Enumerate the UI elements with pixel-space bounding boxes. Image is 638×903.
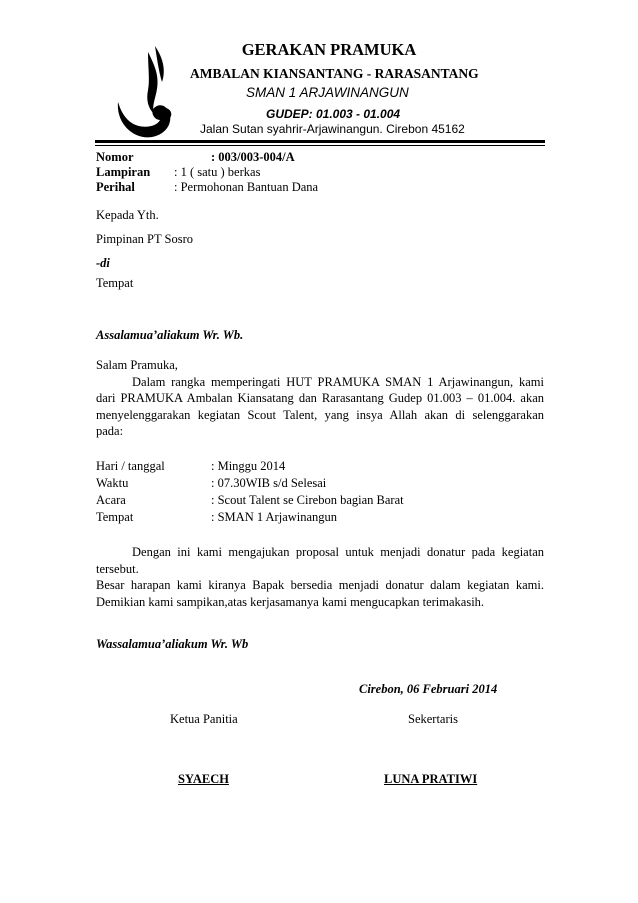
lampiran-label: Lampiran xyxy=(96,165,151,179)
address: Jalan Sutan syahrir-Arjawinangun. Cirebon 45162 xyxy=(200,122,465,136)
unit-name: AMBALAN KIANSANTANG - RARASANTANG xyxy=(190,66,479,81)
signature-left-name: SYAECH xyxy=(178,772,229,786)
recipient-line-4: Tempat xyxy=(96,276,134,290)
place-label: Tempat xyxy=(96,510,134,524)
closing-line-4: Demikian kami sampikan,atas kerjasamanya kami mengucapkan terimakasih. xyxy=(96,595,485,609)
date-label: Hari / tanggal xyxy=(96,459,165,473)
time-value: : 07.30WIB s/d Selesai xyxy=(211,476,327,490)
header-divider-thin xyxy=(95,145,545,146)
perihal-label: Perihal xyxy=(96,180,135,194)
intro-line-1: Dalam rangka memperingati HUT PRAMUKA SMAN 1 Arjawinangun, kami xyxy=(132,375,544,389)
event-value: : Scout Talent se Cirebon bagian Barat xyxy=(211,493,404,507)
nomor-label: Nomor xyxy=(96,150,134,164)
signature-left-role: Ketua Panitia xyxy=(170,712,238,726)
nomor-value: : 003/003-004/A xyxy=(211,150,295,164)
intro-line-2: dari PRAMUKA Ambalan Kiansatang dan Rarasantang Gudep 01.003 – 01.004. akan xyxy=(96,391,544,405)
header-divider-thick xyxy=(95,140,545,143)
time-label: Waktu xyxy=(96,476,129,490)
closing-line-2: tersebut. xyxy=(96,562,139,576)
recipient-line-1: Kepada Yth. xyxy=(96,208,159,222)
perihal-value: : Permohonan Bantuan Dana xyxy=(174,180,319,194)
salutation: Assalamua’aliakum Wr. Wb. xyxy=(96,328,244,342)
greeting: Salam Pramuka, xyxy=(96,358,178,372)
date-value: : Minggu 2014 xyxy=(211,459,286,473)
signature-right-name: LUNA PRATIWI xyxy=(384,772,478,786)
intro-line-3: menyelenggarakan kegiatan Scout Talent, yang insya Allah akan di selenggarakan xyxy=(96,408,544,422)
event-label: Acara xyxy=(96,493,126,507)
closing-line-3: Besar harapan kami kiranya Bapak bersedia menjadi donatur dalam kegiatan kami. xyxy=(96,578,544,592)
org-name: GERAKAN PRAMUKA xyxy=(241,40,417,59)
school-name: SMAN 1 ARJAWINANGUN xyxy=(246,85,409,100)
intro-line-4: pada: xyxy=(96,424,124,438)
place-date: Cirebon, 06 Februari 2014 xyxy=(359,682,498,696)
gudep-number: GUDEP: 01.003 - 01.004 xyxy=(266,107,401,121)
closing-line-1: Dengan ini kami mengajukan proposal untuk menjadi donatur pada kegiatan xyxy=(132,545,544,559)
place-value: : SMAN 1 Arjawinangun xyxy=(211,510,338,524)
recipient-line-2: Pimpinan PT Sosro xyxy=(96,232,194,246)
valediction: Wassalamua’aliakum Wr. Wb xyxy=(96,637,249,651)
signature-right-role: Sekertaris xyxy=(408,712,458,726)
recipient-line-3: -di xyxy=(96,256,110,270)
lampiran-value: : 1 ( satu ) berkas xyxy=(174,165,261,179)
